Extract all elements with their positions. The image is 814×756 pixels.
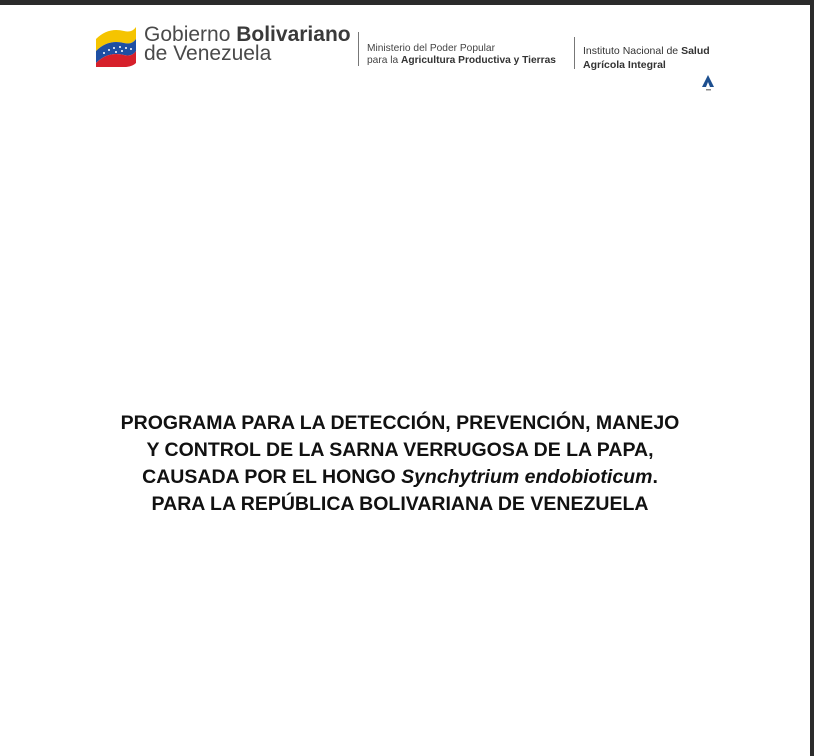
viewer-right-border xyxy=(810,0,814,756)
title-line-3-prefix: CAUSADA POR EL HONGO xyxy=(142,466,402,488)
gobierno-bolivariano-wordmark xyxy=(144,25,351,63)
ministerio-line1: Ministerio del Poder Popular xyxy=(367,43,495,54)
ministerio-line2-prefix: para la xyxy=(367,55,401,66)
title-line-3-suffix: . xyxy=(652,466,658,488)
title-line-2: Y CONTROL DE LA SARNA VERRUGOSA DE LA PAPA, xyxy=(146,439,654,461)
ministerio-label xyxy=(367,43,556,67)
institutional-header xyxy=(90,13,727,101)
venezuela-flag-icon xyxy=(94,23,138,67)
insai-label xyxy=(583,44,710,72)
title-line-1: PROGRAMA PARA LA DETECCIÓN, PREVENCIÓN, MANEJO xyxy=(120,412,680,434)
header-divider xyxy=(574,37,575,69)
header-divider xyxy=(358,32,359,66)
insai-logo-icon xyxy=(700,73,716,95)
title-line-3 xyxy=(0,464,800,491)
gov-line1-bold: Bolivariano xyxy=(236,23,351,46)
ministerio-line2-bold: Agricultura Productiva y Tierras xyxy=(400,55,556,66)
insai-line1-light: Instituto Nacional de xyxy=(583,45,682,57)
document-title xyxy=(0,410,800,518)
insai-line1-bold: Salud xyxy=(681,45,710,57)
document-page xyxy=(0,5,810,756)
insai-line2: Agrícola Integral xyxy=(583,59,666,71)
title-line-4: PARA LA REPÚBLICA BOLIVARIANA DE VENEZUELA xyxy=(151,493,649,515)
species-name: Synchytrium endobioticum xyxy=(401,466,653,488)
gov-line2: de Venezuela xyxy=(144,42,272,65)
gov-line1-light: Gobierno xyxy=(144,23,237,46)
